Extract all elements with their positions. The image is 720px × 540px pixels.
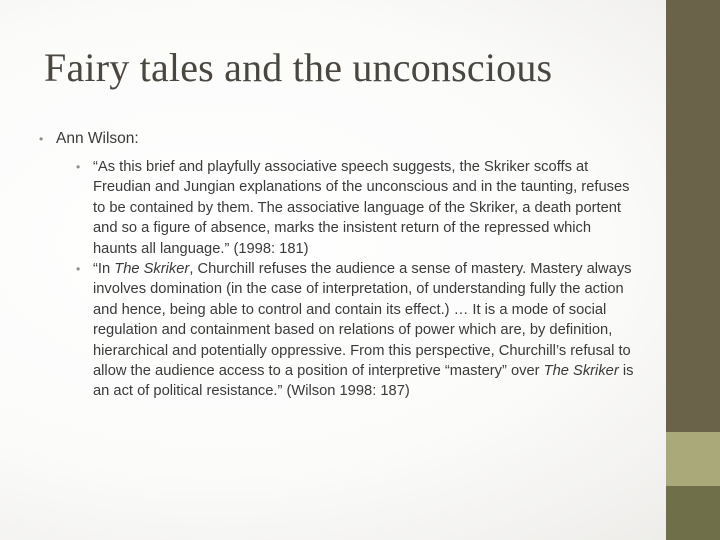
quote-1-text: “As this brief and playfully associative speech suggests, the Skriker scoffs at Freudian and Jungian explanations of the unconscious and in the taunting, refuses to be contained by them. The associative language of the Skriker, a death portent and so a figure of absence, marks the insistent return of the repressed which haunts all language.” (1998: 181)	[93, 159, 630, 257]
sidebar-accent-dark	[666, 486, 720, 540]
quote-2-title-italic-2: The Skriker	[543, 363, 619, 380]
bullet-icon: •	[76, 160, 81, 174]
bullet-icon: •	[39, 132, 44, 146]
quote-bullet-2	[76, 259, 638, 402]
quote-list	[76, 157, 638, 402]
quote-bullet-1	[76, 157, 638, 259]
bullet-level1-text: Ann Wilson:	[56, 130, 139, 147]
bullet-level1	[39, 129, 139, 149]
quote-2-post: is an act of political resistance.” (Wilson 1998: 187)	[93, 363, 634, 400]
quote-2-body: , Churchill refuses the audience a sense of mastery. Mastery always involves domination (in the case of interpretation, of understanding fully the action and hence, being able to control and contain its effect.) … It is a mode of social regulation and containment based on relations of power which are, by definition, hierarchical and potentially oppressive. From this perspective, Churchill’s refusal to allow the audience access to a position of interpretive “mastery” over	[93, 261, 632, 380]
sidebar-accent-light	[666, 432, 720, 486]
right-sidebar	[666, 0, 720, 540]
quote-2-title-italic: The Skriker	[114, 261, 190, 278]
quote-2-pre: “In	[93, 261, 115, 278]
slide-title: Fairy tales and the unconscious	[44, 45, 553, 90]
bullet-icon: •	[76, 262, 81, 277]
